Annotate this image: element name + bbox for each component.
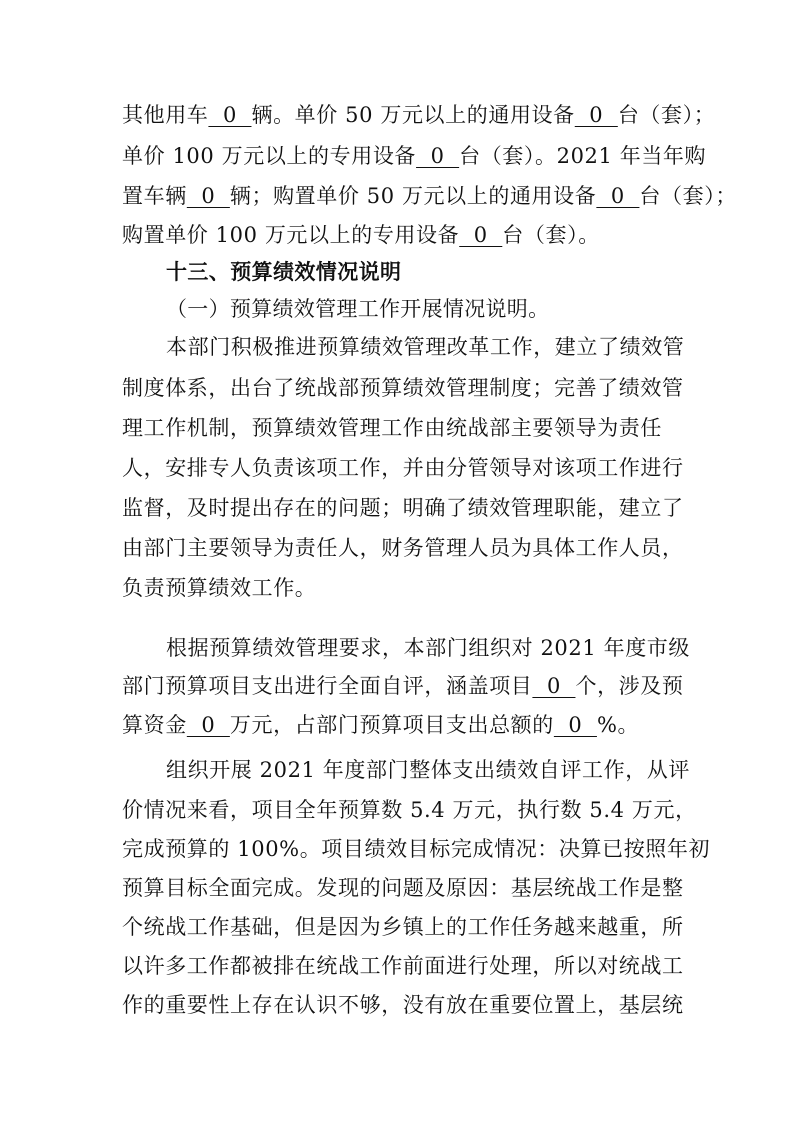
text-segment: 由部门主要领导为责任人，财务管理人员为具体工作人员， [122,536,684,560]
text-segment: 组织开展 2021 年度部门整体支出绩效自评工作，从评 [166,758,690,782]
underlined-value: 0 [596,184,640,208]
text-segment: 单价 100 万元以上的专用设备 [122,144,417,168]
paragraph-line [122,141,707,171]
underlined-value: 0 [208,103,252,127]
paragraph-line [166,633,690,663]
paragraph-line [122,181,737,211]
text-segment: 根据预算绩效管理要求，本部门组织对 2021 年度市级 [166,636,690,660]
paragraph-line [122,413,682,443]
text-segment: 算资金 [122,713,187,737]
paragraph-line [122,951,682,981]
paragraph-line [166,332,685,362]
paragraph-line [122,100,716,130]
paragraph-line [122,533,682,563]
underlined-value: 0 [459,223,503,247]
text-segment: 购置单价 100 万元以上的专用设备 [122,223,460,247]
text-segment: 预算目标全面完成。发现的问题及原因：基层统战工作是整 [122,876,684,900]
section-heading [166,257,682,287]
paragraph-line [122,912,682,942]
text-segment: 人，安排专人负责该项工作，并由分管领导对该项工作进行 [122,456,684,480]
text-segment: 辆；购置单价 50 万元以上的通用设备 [229,184,597,208]
text-segment: 个统战工作基础，但是因为乡镇上的工作任务越来越重，所 [122,915,684,939]
paragraph-line [122,493,682,523]
paragraph-line [122,990,682,1020]
paragraph-line [122,453,682,483]
underlined-value: 0 [186,713,230,737]
text-segment: 台（套）。 [502,223,600,247]
underlined-value: 0 [553,713,597,737]
text-segment: 负责预算绩效工作。 [122,576,317,600]
paragraph-line [122,220,682,250]
paragraph-line [122,373,682,403]
text-segment: 以许多工作都被排在统战工作前面进行处理，所以对统战工 [122,954,684,978]
text-segment: 监督，及时提出存在的问题；明确了绩效管理职能，建立了 [122,496,684,520]
paragraph-line [122,573,682,603]
text-segment: 其他用车 [122,103,209,127]
underlined-value: 0 [574,103,618,127]
paragraph-line [122,834,711,864]
text-segment: 个，涉及预 [575,674,684,698]
paragraph-line [122,795,697,825]
text-segment: 十三、预算绩效情况说明 [166,260,402,284]
underlined-value: 0 [416,144,460,168]
underlined-value: 0 [532,674,576,698]
text-segment: 价情况来看，项目全年预算数 5.4 万元，执行数 5.4 万元， [122,798,697,822]
text-segment: 本部门积极推进预算绩效管理改革工作，建立了绩效管 [166,335,685,359]
text-segment: 万元，占部门预算项目支出总额的 [229,713,554,737]
text-segment: 台（套）。2021 年当年购 [459,144,707,168]
text-segment: 完成预算的 100%。项目绩效目标完成情况：决算已按照年初 [122,837,711,861]
text-segment: 部门预算项目支出进行全面自评，涵盖项目 [122,674,533,698]
paragraph-line [166,755,690,785]
text-segment: 理工作机制，预算绩效管理工作由统战部主要领导为责任 [122,416,662,440]
subsection-heading [166,294,682,324]
text-segment: （一）预算绩效管理工作开展情况说明。 [166,297,550,321]
text-segment: 辆。单价 50 万元以上的通用设备 [251,103,575,127]
paragraph-line [122,873,682,903]
paragraph-line [122,710,682,740]
paragraph-line [122,671,682,701]
text-segment: %。 [596,713,640,737]
text-segment: 作的重要性上存在认识不够，没有放在重要位置上，基层统 [122,993,684,1017]
text-segment: 台（套）； [617,103,716,127]
text-segment: 台（套）； [639,184,737,208]
text-segment: 制度体系，出台了统战部预算绩效管理制度；完善了绩效管 [122,376,684,400]
underlined-value: 0 [186,184,230,208]
text-segment: 置车辆 [122,184,187,208]
